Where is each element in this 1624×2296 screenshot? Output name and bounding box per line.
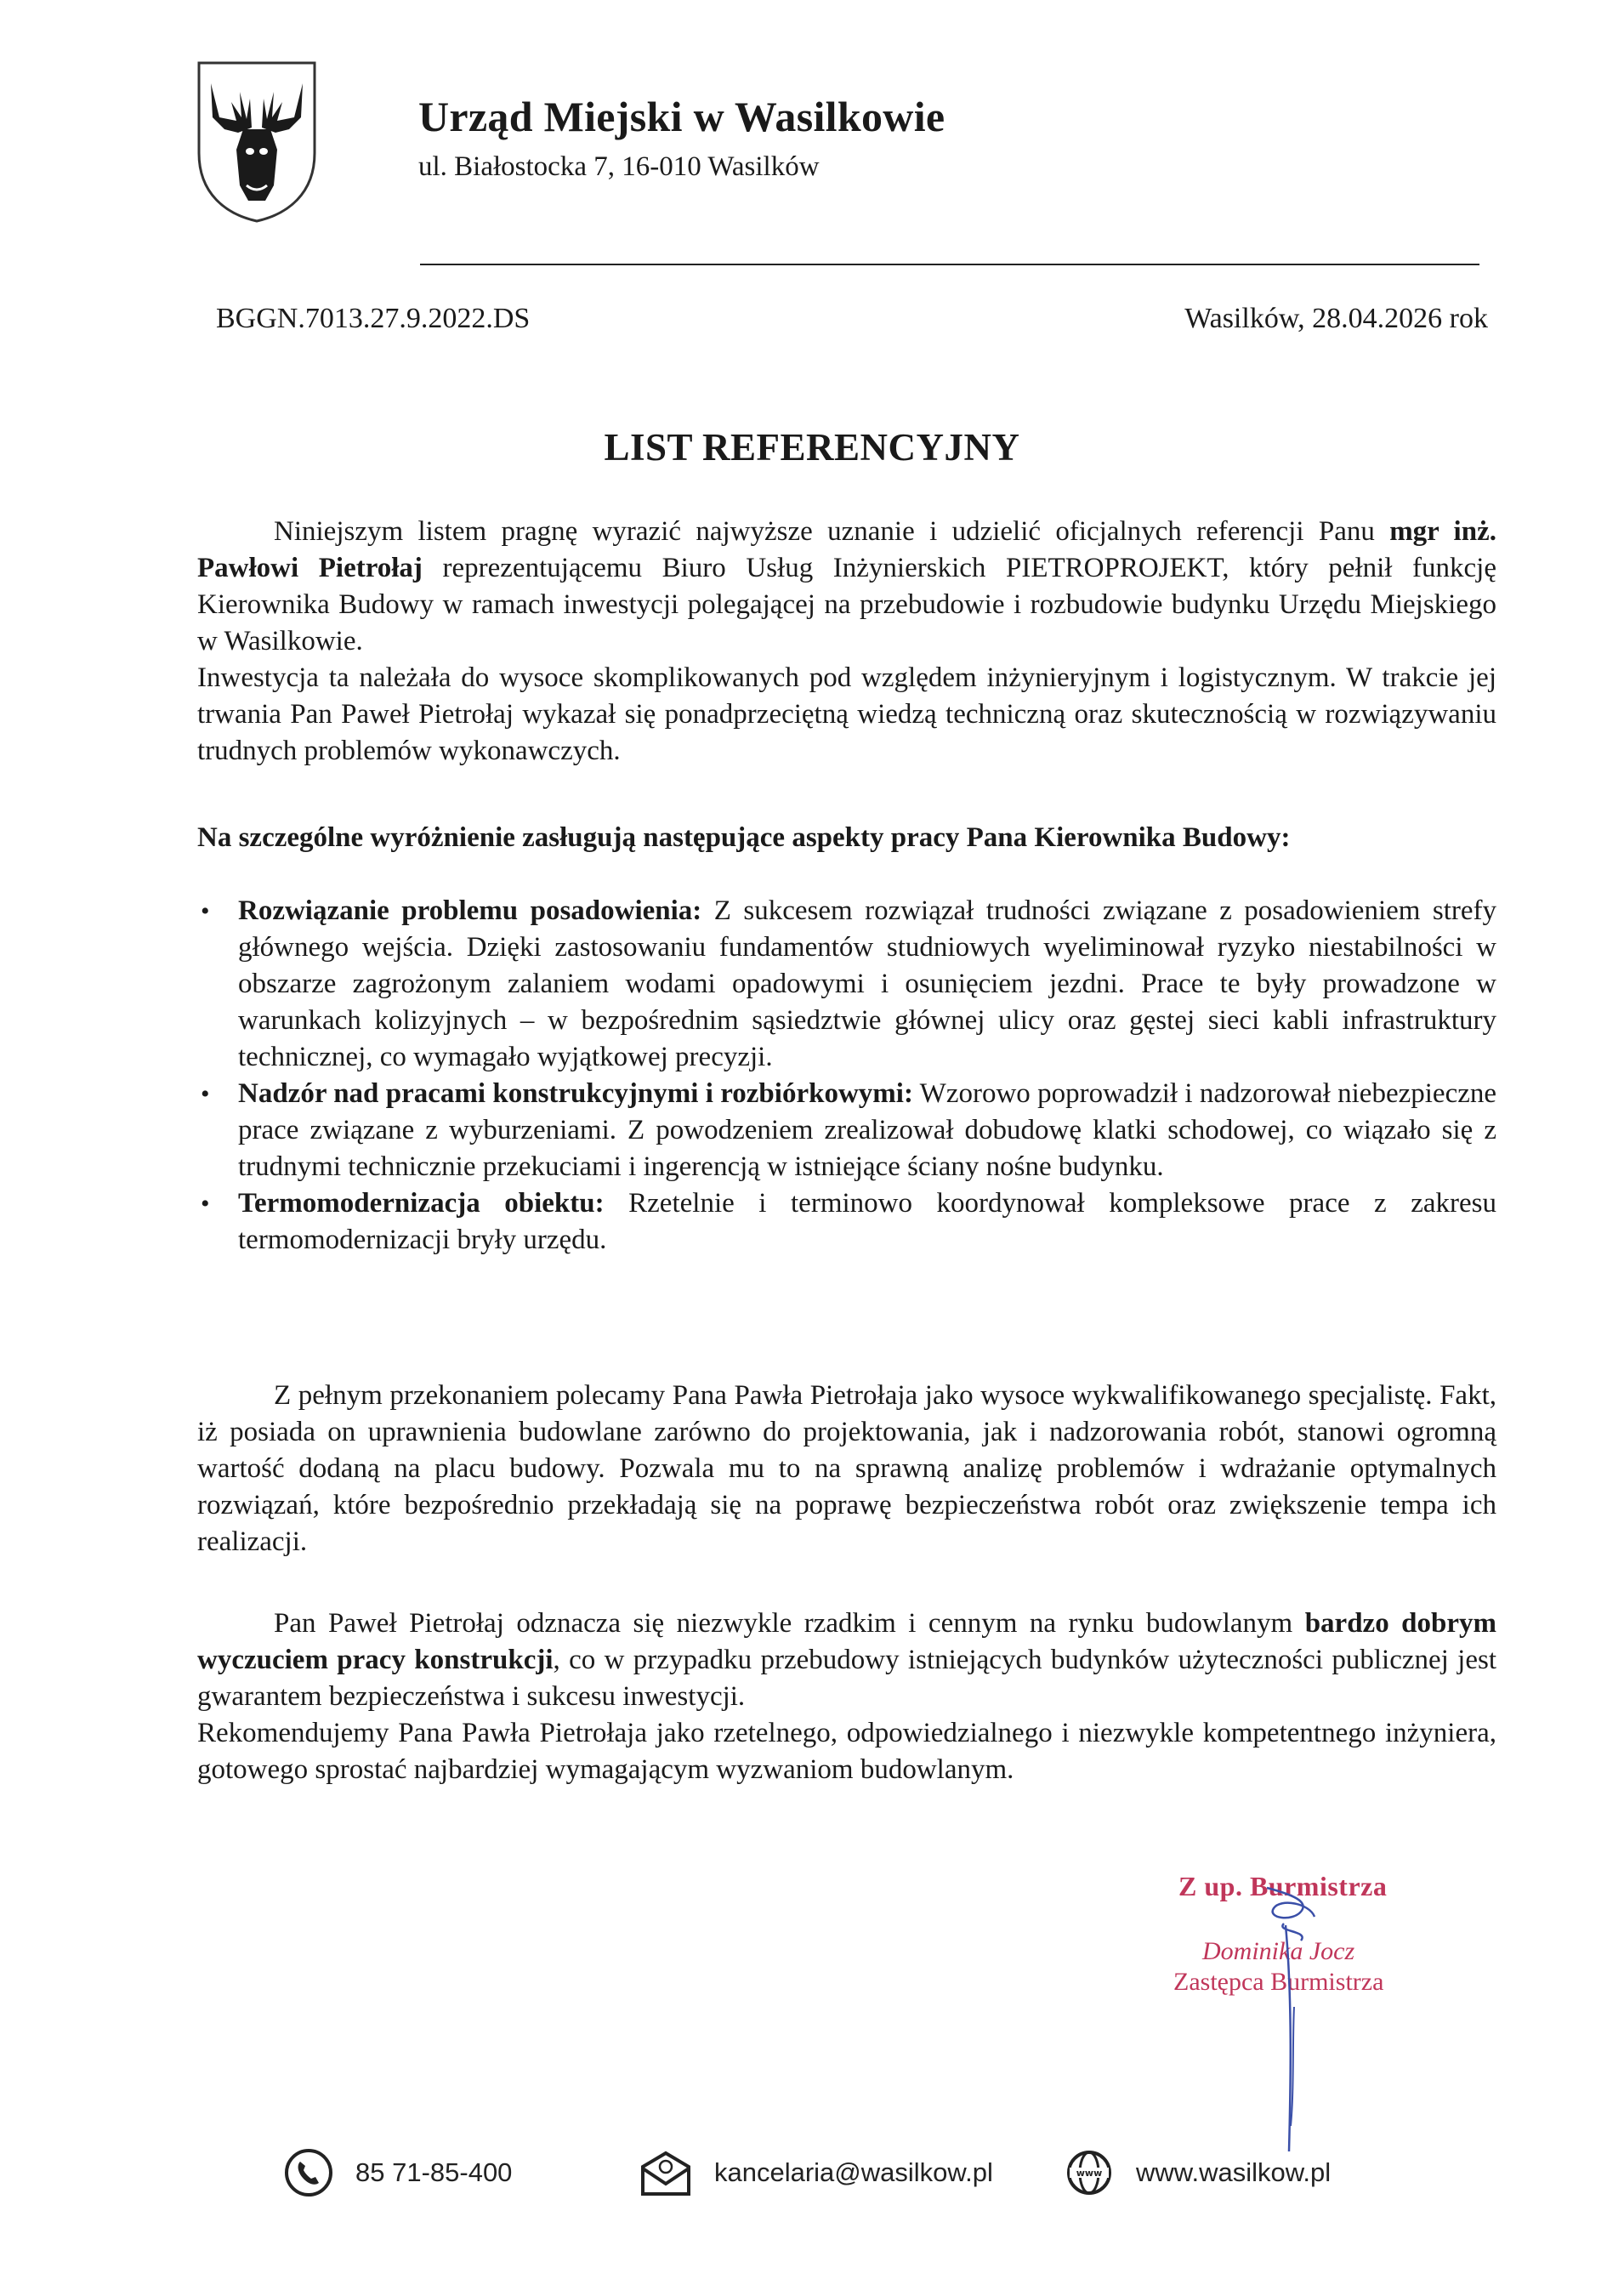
footer-website [1065,2143,1331,2202]
list-item-heading: Nadzór nad pracami konstrukcyjnymi i rozbiórkowymi: [238,1078,913,1109]
list-item [197,1185,1496,1259]
stamp-line-signatory: Dominika Jocz [1202,1937,1355,1965]
list-item-heading: Termomodernizacja obiektu: [238,1188,605,1219]
list-item-text: Z sukcesem rozwiązał trudności związane z posadowieniem strefy głównego wejścia. Dzięki zastosowaniu fundamentów studniowych wyeliminował ryzyko niestabilności w obszarze zagrożonym zalaniem wodami opadowymi i osunięciem jezdni. Prace te były prowadzone w warunkach kolizyjnych – w bezpośrednim sąsiedztwie głównej ulicy oraz gęstej sieci kabli infrastruktury technicznej, co wymagało wyjątkowej precyzji. [238,895,1497,1072]
intro-paragraph [197,514,1496,770]
bullet-dot-icon: • [201,897,210,925]
office-address: ul. Białostocka 7, 16-010 Wasilków [418,151,820,182]
phone-number[interactable]: 85 71-85-400 [355,2157,513,2187]
list-item-text: Rzetelnie i terminowo koordynował kompleksowe prace z zakresu termomodernizacji bryły urzędu. [238,1188,1496,1255]
aspects-list [197,893,1496,1259]
final-bold: bardzo dobrym wyczuciem pracy konstrukcji [197,1608,1496,1675]
header-divider [420,264,1479,265]
bullet-dot-icon: • [201,1190,210,1218]
list-item-text: Wzorowo poprowadził i nadzorował niebezpieczne prace związane z wyburzeniami. Z powodzeniem zrealizował dobudowę klatki schodowej, co wiązało się z trudnymi technicznie przekuciami i ingerencją w istniejące ściany nośne budynku. [238,1078,1497,1182]
stamp-line-position: Zastępca Burmistrza [1173,1968,1384,1996]
final-second-paragraph: Rekomendujemy Pana Pawła Pietrołaja jako rzetelnego, odpowiedzialnego i niezwykle kompetentnego inżyniera, gotowego sprostać najbardziej wymagającym wyzwaniom budowlanym. [197,1718,1496,1785]
stamp-line-authorization: Z up. Burmistrza [1178,1871,1388,1901]
phone-icon [284,2148,333,2197]
final-rest: , co w przypadku przebudowy istniejących budynków użyteczności publicznej jest gwarantem bezpieczeństwa i sukcesu inwestycji. [197,1645,1496,1712]
intro-second-paragraph: Inwestycja ta należała do wysoce skomplikowanych pod względem inżynieryjnym i logistycznym. W trakcie jej trwania Pan Paweł Pietrołaj wykazał się ponadprzeciętną wiedzą techniczną oraz skutecznością w rozwiązywaniu trudnych problemów wykonawczych. [197,662,1496,766]
date-line: Wasilków, 28.04.2026 rok [1184,303,1488,334]
envelope-icon [639,2148,692,2197]
recommendation-text: Z pełnym przekonaniem polecamy Pana Pawła Pietrołaja jako wysoce wykwalifikowanego specjalistę. Fakt, iż posiada on uprawnienia budowlane zarówno do projektowania, jak i nadzorowania robót, stanowi ogromną wartość dodaną na placu budowy. Pozwala mu to na sprawną analizę problemów i wdrażanie optymalnych rozwiązań, które bezpośrednio przekładają się na poprawę bezpieczeństwa robót oraz zwiększenie tempa ich realizacji. [197,1380,1496,1557]
final-lead: Pan Paweł Pietrołaj odznacza się niezwykle rzadkim i cennym na rynku budowlanym [274,1608,1305,1639]
list-item [197,893,1496,1076]
final-paragraph [197,1605,1496,1788]
handwritten-signature [1165,1871,1454,2177]
document-title: LIST REFERENCYJNY [604,426,1020,469]
recommendation-paragraph [197,1378,1496,1560]
intro-lead: Niniejszym listem pragnę wyrazić najwyższe uznanie i udzielić oficjalnych referencji Panu [274,516,1390,547]
case-number: BGGN.7013.27.9.2022.DS [216,303,531,334]
aspects-heading: Na szczególne wyróżnienie zasługują następujące aspekty pracy Pana Kierownika Budowy: [197,822,1291,853]
list-item-heading: Rozwiązanie problemu posadowienia: [238,895,702,926]
intro-recipient-name: mgr inż. Pawłowi Pietrołaj [197,516,1496,583]
office-name: Urząd Miejski w Wasilkowie [418,93,945,140]
bullet-dot-icon: • [201,1080,210,1108]
globe-icon [1065,2148,1114,2197]
svg-text:www: www [1076,2168,1103,2179]
signature-stamp [1165,1871,1454,2177]
footer-email [639,2143,993,2202]
intro-rest: reprezentującemu Biuro Usług Inżynierskich PIETROPROJEKT, który pełnił funkcję Kierownika Budowy w ramach inwestycji polegającej na przebudowie i rozbudowie budynku Urzędu Miejskiego w Wasilkowie. [197,553,1496,656]
elk-head-crest-icon [194,58,320,224]
website-url[interactable]: www.wasilkow.pl [1136,2157,1332,2187]
list-item [197,1076,1496,1185]
footer-phone [284,2143,512,2202]
email-address[interactable]: kancelaria@wasilkow.pl [714,2157,993,2187]
